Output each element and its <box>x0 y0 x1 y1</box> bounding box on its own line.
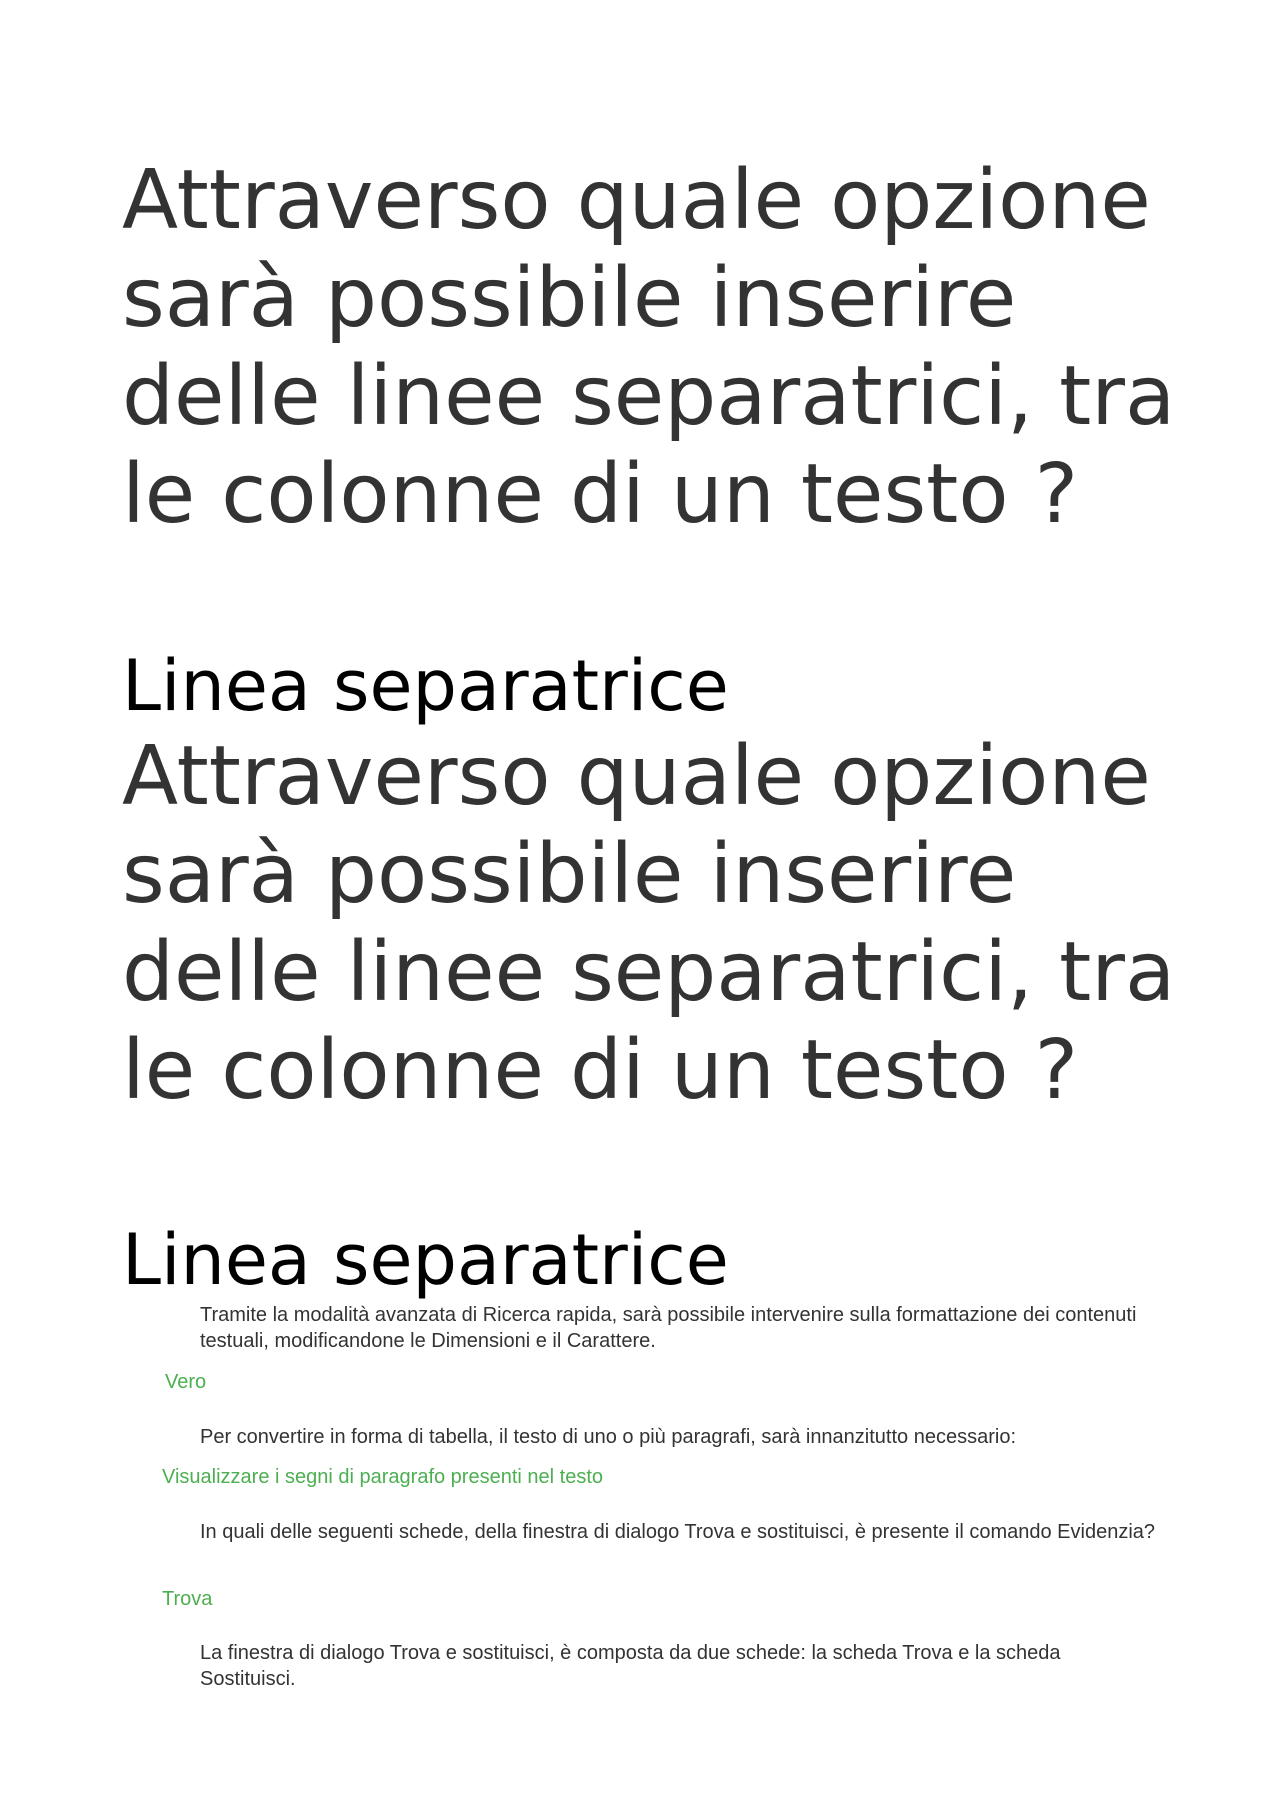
big-question-block-1 <box>122 152 1222 544</box>
big-question-1: Attraverso quale opzione sarà possibile inserire delle linee separatrici, tra le colonne di un testo ? <box>122 153 1176 542</box>
big-question-2: Attraverso quale opzione sarà possibile inserire delle linee separatrici, tra le colonne di un testo ? <box>122 729 1176 1118</box>
item-question-1: Tramite la modalità avanzata di Ricerca rapida, sarà possibile intervenire sulla formattazione dei contenuti testuali, modificandone le Dimensioni e il Carattere. <box>200 1304 1137 1352</box>
big-answer-1: Linea separatrice <box>122 645 729 727</box>
item-question-4: La finestra di dialogo Trova e sostituisci, è composta da due schede: la scheda Trova e la scheda Sostituisci. <box>200 1642 1061 1690</box>
big-answer-block-1 <box>122 644 1222 728</box>
big-answer-2: Linea separatrice <box>122 1219 729 1301</box>
big-answer-block-2 <box>122 1218 1222 1302</box>
item-question-3: In quali delle seguenti schede, della finestra di dialogo Trova e sostituisci, è presente il comando Evidenzia? <box>200 1521 1156 1543</box>
item-answer-3: Trova <box>162 1588 213 1610</box>
item-answer-2: Visualizzare i segni di paragrafo presenti nel testo <box>162 1466 603 1488</box>
item-answer-1: Vero <box>165 1371 207 1393</box>
item-question-2: Per convertire in forma di tabella, il testo di uno o più paragrafi, sarà innanzitutto necessario: <box>200 1426 1016 1448</box>
big-question-block-2 <box>122 728 1222 1120</box>
